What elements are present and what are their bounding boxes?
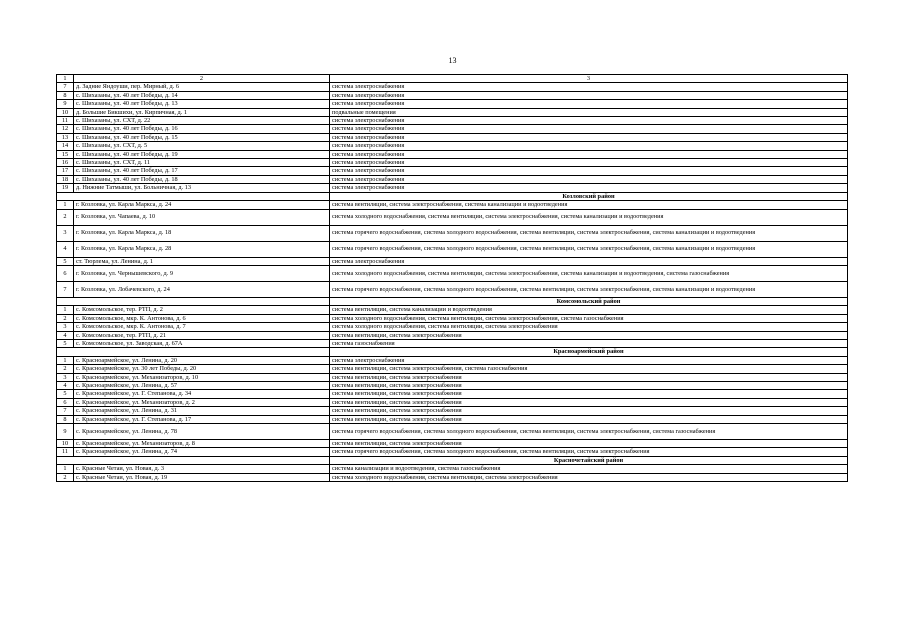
- row-systems: система электроснабжения: [330, 100, 848, 108]
- row-number: 4: [57, 331, 74, 339]
- row-address: г. Козловка, ул. Карла Маркса, д. 28: [74, 241, 330, 257]
- table-row: [57, 133, 848, 141]
- table-row: [57, 398, 848, 406]
- table-row: [57, 281, 848, 297]
- row-systems: система холодного водоснабжения, система вентиляции, система электроснабжения: [330, 323, 848, 331]
- row-address: г. Козловка, ул. Чернышевского, д. 9: [74, 265, 330, 281]
- page-number: 13: [448, 56, 457, 65]
- row-address: с. Красные Четаи, ул. Новая, д. 3: [74, 465, 330, 473]
- table-row: [57, 373, 848, 381]
- header-col-address: 2: [74, 75, 330, 83]
- row-systems: система холодного водоснабжения, система вентиляции, система электроснабжения, система канализации и водоотведения, система газоснабжения: [330, 265, 848, 281]
- row-systems: система электроснабжения: [330, 150, 848, 158]
- row-number: 11: [57, 117, 74, 125]
- row-address: с. Красноармейское, ул. Ленина, д. 31: [74, 407, 330, 415]
- row-number: 16: [57, 159, 74, 167]
- table-row: [57, 314, 848, 322]
- row-systems: система вентиляции, система электроснабжения: [330, 407, 848, 415]
- row-number: 11: [57, 448, 74, 456]
- table-row: [57, 265, 848, 281]
- table-row: [57, 142, 848, 150]
- table-row: [57, 159, 848, 167]
- row-number: 14: [57, 142, 74, 150]
- row-address: с. Шихазаны, ул. СХТ, д. 11: [74, 159, 330, 167]
- row-number: 9: [57, 424, 74, 440]
- row-address: с. Шихазаны, ул. 40 лет Победы, д. 15: [74, 133, 330, 141]
- row-address: с. Красноармейское, ул. Ленина, д. 78: [74, 424, 330, 440]
- row-address: г. Козловка, ул. Карла Маркса, д. 18: [74, 225, 330, 241]
- table-row: [57, 365, 848, 373]
- row-number: 13: [57, 133, 74, 141]
- row-address: д. Большие Бикшихи, ул. Кирпичная, д. 1: [74, 108, 330, 116]
- row-address: с. Шихазаны, ул. СХТ, д. 5: [74, 142, 330, 150]
- row-systems: система электроснабжения: [330, 83, 848, 91]
- row-address: с. Шихазаны, ул. 40 лет Победы, д. 17: [74, 167, 330, 175]
- row-address: с. Красные Четаи, ул. Новая, д. 19: [74, 473, 330, 481]
- table-row: [57, 407, 848, 415]
- table-row: [57, 465, 848, 473]
- table-row: [57, 323, 848, 331]
- table-row: [57, 184, 848, 192]
- row-systems: система электроснабжения: [330, 159, 848, 167]
- row-address: с. Шихазаны, ул. 40 лет Победы, д. 14: [74, 91, 330, 99]
- row-number: 7: [57, 83, 74, 91]
- row-systems: система газоснабжения: [330, 339, 848, 347]
- row-address: г. Козловка, ул. Чапаева, д. 10: [74, 209, 330, 225]
- row-systems: система электроснабжения: [330, 133, 848, 141]
- row-systems: система электроснабжения: [330, 257, 848, 265]
- table-row: [57, 91, 848, 99]
- section-empty-cell: [57, 348, 330, 356]
- row-systems: система горячего водоснабжения, система холодного водоснабжения, система вентиляции, система электроснабжения, система канализации и водоотведения: [330, 281, 848, 297]
- row-systems: система электроснабжения: [330, 117, 848, 125]
- table-row: [57, 339, 848, 347]
- table-row: [57, 108, 848, 116]
- row-number: 5: [57, 257, 74, 265]
- section-empty-cell: [57, 456, 330, 464]
- row-address: с. Красноармейское, ул. Г. Степанова, д. 34: [74, 390, 330, 398]
- row-number: 4: [57, 241, 74, 257]
- row-systems: система горячего водоснабжения, система холодного водоснабжения, система вентиляции, система электроснабжения, система газоснабжения: [330, 424, 848, 440]
- table-row: [57, 415, 848, 423]
- row-number: 2: [57, 365, 74, 373]
- row-systems: система вентиляции, система электроснабжения: [330, 415, 848, 423]
- row-address: с. Шихазаны, ул. 40 лет Победы, д. 18: [74, 175, 330, 183]
- row-number: 19: [57, 184, 74, 192]
- row-number: 1: [57, 356, 74, 364]
- table-row: [57, 167, 848, 175]
- district-title: Красноармейский район: [330, 348, 848, 356]
- row-address: с. Шихазаны, ул. 40 лет Победы, д. 19: [74, 150, 330, 158]
- row-systems: система вентиляции, система электроснабжения, система канализации и водоотведения: [330, 201, 848, 209]
- row-systems: подвальные помещения: [330, 108, 848, 116]
- row-systems: система горячего водоснабжения, система холодного водоснабжения, система вентиляции, система электроснабжения, система канализации и водоотведения: [330, 241, 848, 257]
- row-address: с. Комсомольское, ул. Заводская, д. 67А: [74, 339, 330, 347]
- row-number: 2: [57, 209, 74, 225]
- district-section-row: [57, 192, 848, 200]
- row-systems: система вентиляции, система электроснабжения: [330, 373, 848, 381]
- row-systems: система электроснабжения: [330, 356, 848, 364]
- row-address: с. Шихазаны, ул. 40 лет Победы, д. 13: [74, 100, 330, 108]
- row-address: д. Задние Яндоуши, пер. Мирный, д. 6: [74, 83, 330, 91]
- row-systems: система вентиляции, система электроснабжения: [330, 440, 848, 448]
- row-systems: система вентиляции, система электроснабжения: [330, 398, 848, 406]
- row-systems: система вентиляции, система электроснабжения: [330, 331, 848, 339]
- row-number: 15: [57, 150, 74, 158]
- row-systems: система вентиляции, система канализации и водоотведения: [330, 306, 848, 314]
- row-systems: система электроснабжения: [330, 175, 848, 183]
- row-number: 5: [57, 339, 74, 347]
- row-number: 5: [57, 390, 74, 398]
- row-systems: система холодного водоснабжения, система вентиляции, система электроснабжения, система газоснабжения: [330, 314, 848, 322]
- row-systems: система электроснабжения: [330, 125, 848, 133]
- row-address: с. Красноармейское, ул. Механизаторов, д. 10: [74, 373, 330, 381]
- row-number: 9: [57, 100, 74, 108]
- district-title: Красночетайский район: [330, 456, 848, 464]
- table-row: [57, 390, 848, 398]
- row-address: ст. Тюрлема, ул. Ленина, д. 1: [74, 257, 330, 265]
- row-number: 1: [57, 465, 74, 473]
- row-systems: система горячего водоснабжения, система холодного водоснабжения, система вентиляции, система электроснабжения, система канализации и водоотведения: [330, 225, 848, 241]
- district-title: Комсомольский район: [330, 297, 848, 305]
- row-address: с. Красноармейское, ул. Г. Степанова, д. 17: [74, 415, 330, 423]
- table-row: [57, 440, 848, 448]
- row-number: 1: [57, 306, 74, 314]
- header-col-systems: 3: [330, 75, 848, 83]
- table-row: [57, 150, 848, 158]
- row-address: с. Комсомольское, мкр. К. Антонова, д. 6: [74, 314, 330, 322]
- row-address: д. Нижние Татмыши, ул. Больничная, д. 13: [74, 184, 330, 192]
- row-systems: система вентиляции, система электроснабжения, система газоснабжения: [330, 365, 848, 373]
- row-number: 2: [57, 473, 74, 481]
- row-address: с. Комсомольское, мкр. К. Антонова, д. 7: [74, 323, 330, 331]
- row-systems: система вентиляции, система электроснабжения: [330, 381, 848, 389]
- table-row: [57, 201, 848, 209]
- row-number: 10: [57, 440, 74, 448]
- header-col-number: 1: [57, 75, 74, 83]
- section-empty-cell: [57, 297, 330, 305]
- row-systems: система электроснабжения: [330, 142, 848, 150]
- row-number: 4: [57, 381, 74, 389]
- row-number: 1: [57, 201, 74, 209]
- row-systems: система электроснабжения: [330, 184, 848, 192]
- section-empty-cell: [57, 192, 330, 200]
- table-row: [57, 448, 848, 456]
- row-number: 7: [57, 407, 74, 415]
- table-row: [57, 424, 848, 440]
- table-row: [57, 117, 848, 125]
- district-section-row: [57, 297, 848, 305]
- row-address: с. Шихазаны, ул. 40 лет Победы, д. 16: [74, 125, 330, 133]
- table-row: [57, 209, 848, 225]
- table-row: [57, 125, 848, 133]
- table-row: [57, 175, 848, 183]
- table-row: [57, 83, 848, 91]
- row-number: 2: [57, 314, 74, 322]
- row-number: 17: [57, 167, 74, 175]
- row-address: с. Красноармейское, ул. Ленина, д. 74: [74, 448, 330, 456]
- district-section-row: [57, 456, 848, 464]
- row-number: 6: [57, 265, 74, 281]
- row-address: с. Шихазаны, ул. СХТ, д. 22: [74, 117, 330, 125]
- row-number: 8: [57, 91, 74, 99]
- row-number: 6: [57, 398, 74, 406]
- table-row: [57, 473, 848, 481]
- district-title: Козловский район: [330, 192, 848, 200]
- table-header-row: [57, 75, 848, 83]
- building-systems-table: [56, 74, 848, 482]
- row-systems: система электроснабжения: [330, 167, 848, 175]
- row-systems: система вентиляции, система электроснабжения: [330, 390, 848, 398]
- table-row: [57, 100, 848, 108]
- district-section-row: [57, 348, 848, 356]
- row-address: г. Козловка, ул. Лобачевского, д. 24: [74, 281, 330, 297]
- row-number: 7: [57, 281, 74, 297]
- row-systems: система горячего водоснабжения, система холодного водоснабжения, система вентиляции, система электроснабжения: [330, 448, 848, 456]
- table-row: [57, 331, 848, 339]
- row-number: 3: [57, 323, 74, 331]
- row-address: г. Козловка, ул. Карла Маркса, д. 24: [74, 201, 330, 209]
- row-number: 3: [57, 225, 74, 241]
- row-systems: система канализации и водоотведения, система газоснабжения: [330, 465, 848, 473]
- table-row: [57, 306, 848, 314]
- table-row: [57, 225, 848, 241]
- table-body: [57, 75, 848, 482]
- row-address: с. Красноармейское, ул. Механизаторов, д. 8: [74, 440, 330, 448]
- row-number: 8: [57, 415, 74, 423]
- row-number: 3: [57, 373, 74, 381]
- row-address: с. Красноармейское, ул. Механизаторов, д. 2: [74, 398, 330, 406]
- table-row: [57, 356, 848, 364]
- row-number: 18: [57, 175, 74, 183]
- row-address: с. Красноармейское, ул. Ленина, д. 20: [74, 356, 330, 364]
- row-systems: система холодного водоснабжения, система вентиляции, система электроснабжения: [330, 473, 848, 481]
- row-address: с. Красноармейское, ул. 30 лет Победы, д. 20: [74, 365, 330, 373]
- row-number: 10: [57, 108, 74, 116]
- table-row: [57, 241, 848, 257]
- row-systems: система холодного водоснабжения, система вентиляции, система электроснабжения, система канализации и водоотведения: [330, 209, 848, 225]
- row-systems: система электроснабжения: [330, 91, 848, 99]
- row-number: 12: [57, 125, 74, 133]
- row-address: с. Комсомольское, тер. РТП, д. 2: [74, 306, 330, 314]
- table-row: [57, 257, 848, 265]
- row-address: с. Красноармейское, ул. Ленина, д. 57: [74, 381, 330, 389]
- table-row: [57, 381, 848, 389]
- row-address: с. Комсомольское, тер. РТП, д. 21: [74, 331, 330, 339]
